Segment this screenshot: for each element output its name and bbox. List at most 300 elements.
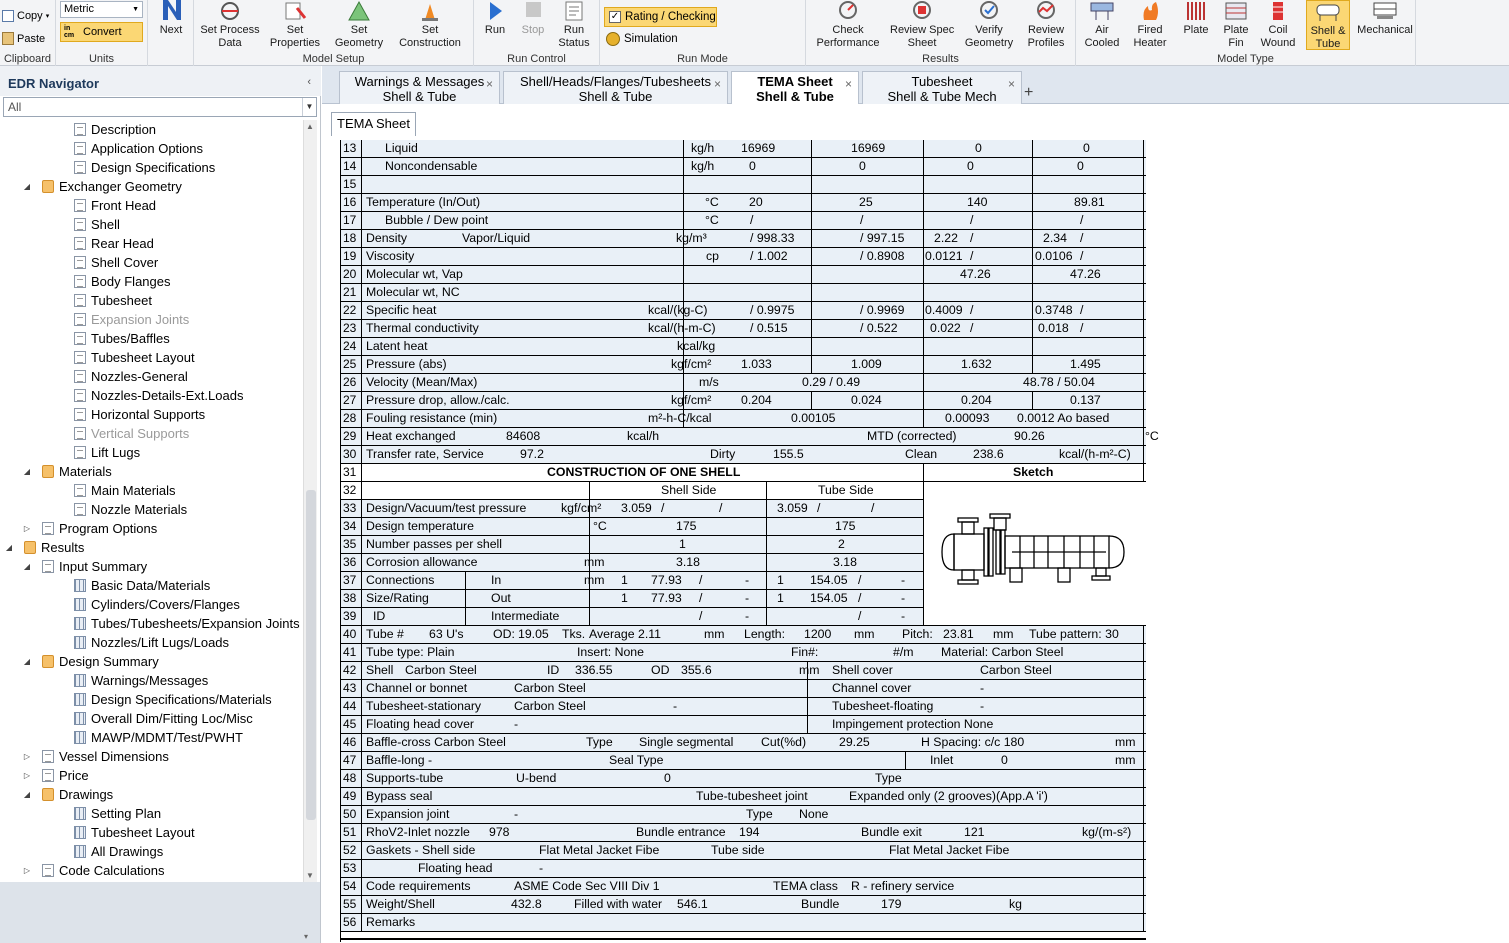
- collapse-pane-icon[interactable]: ‹: [307, 76, 311, 88]
- row-number: 37: [341, 572, 362, 590]
- tema-cell: 2.22: [934, 231, 958, 245]
- tema-cell: kg: [1009, 897, 1022, 911]
- nav-item-label: Horizontal Supports: [91, 407, 206, 422]
- tema-cell: 47.26: [1070, 267, 1101, 281]
- row-number: 29: [341, 428, 362, 446]
- nav-item-application-options[interactable]: [2, 139, 302, 158]
- close-icon[interactable]: ×: [1007, 77, 1015, 91]
- row-number: 30: [341, 446, 362, 464]
- nav-item-cylinders-covers-flanges[interactable]: [2, 595, 302, 614]
- close-icon[interactable]: ×: [485, 77, 493, 91]
- tema-cell: Tube Side: [818, 483, 874, 497]
- expanded-arrow-icon[interactable]: ◢: [23, 182, 31, 191]
- tema-row-17: [341, 212, 1146, 230]
- nav-item-horizontal-supports[interactable]: [2, 405, 302, 424]
- tema-cell: Tube side: [711, 843, 765, 857]
- nav-item-label: Nozzles-Details-Ext.Loads: [91, 388, 244, 403]
- tema-row-30: [341, 446, 1146, 464]
- column-divider: [811, 302, 812, 320]
- tema-cell: Channel cover: [832, 681, 912, 695]
- column-divider: [923, 248, 924, 266]
- plate-button[interactable]: Plate: [1176, 0, 1216, 37]
- document-icon: [74, 237, 86, 250]
- document-icon: [74, 370, 86, 383]
- tema-cell: 0.204: [741, 393, 772, 407]
- sheet-tab-tema[interactable]: TEMA Sheet: [331, 112, 416, 136]
- tema-cell: kg/h: [691, 141, 715, 155]
- tema-cell: Design/Vacuum/test pressure: [366, 501, 527, 515]
- set-process-data-button[interactable]: Set Process Data: [200, 0, 260, 50]
- row-number: 35: [341, 536, 362, 554]
- column-divider: [811, 212, 812, 230]
- tema-cell: Heat exchanged: [366, 429, 456, 443]
- chevron-down-icon: ▼: [302, 98, 316, 116]
- column-divider: [807, 716, 808, 734]
- column-divider: [1143, 914, 1144, 932]
- nav-item-rear-head[interactable]: [2, 234, 302, 253]
- tema-cell: Remarks: [366, 915, 416, 929]
- tema-cell: 19.05: [518, 627, 549, 641]
- column-divider: [905, 752, 906, 770]
- units-select[interactable]: Metric ▼: [60, 1, 143, 18]
- tema-row-28: [341, 410, 1146, 428]
- expanded-arrow-icon[interactable]: ◢: [23, 467, 31, 476]
- verify-geometry-button[interactable]: Verify Geometry: [960, 0, 1018, 50]
- document-icon: [74, 199, 86, 212]
- tema-cell: Carbon Steel: [405, 663, 477, 677]
- nav-item-label: Vessel Dimensions: [59, 749, 169, 764]
- check-performance-button[interactable]: Check Performance: [812, 0, 884, 50]
- tema-row-14: [341, 158, 1146, 176]
- tema-cell: 0.018: [1038, 321, 1069, 335]
- expanded-arrow-icon[interactable]: ◢: [23, 790, 31, 799]
- tema-row-54: [341, 878, 1146, 896]
- nav-item-exchanger-geometry[interactable]: [2, 177, 302, 196]
- tema-cell: / 0.522: [860, 321, 898, 335]
- nav-item-nozzles-details-ext-loads[interactable]: [2, 386, 302, 405]
- tema-cell: U-bend: [516, 771, 557, 785]
- column-divider: [1143, 212, 1144, 230]
- tema-cell: mm: [799, 663, 820, 677]
- tema-cell: /: [970, 249, 974, 263]
- tema-cell: Length:: [744, 627, 786, 641]
- row-number: 38: [341, 590, 362, 608]
- nav-item-main-materials[interactable]: [2, 481, 302, 500]
- row-number: 32: [341, 482, 362, 500]
- scroll-down-icon[interactable]: ▼: [306, 871, 314, 880]
- run-mode-group: [600, 0, 806, 66]
- document-icon: [74, 332, 86, 345]
- table-icon: [74, 826, 86, 839]
- column-divider: [683, 140, 684, 158]
- nav-item-nozzles-lift-lugs-loads[interactable]: [2, 633, 302, 652]
- tema-cell: Bundle: [801, 897, 840, 911]
- column-divider: [766, 590, 767, 608]
- table-icon: [74, 731, 86, 744]
- document-tabs: [322, 66, 1509, 104]
- column-divider: [683, 284, 684, 302]
- column-divider: [1032, 320, 1033, 338]
- nav-item-price[interactable]: [2, 766, 302, 785]
- simulation-option[interactable]: Simulation: [606, 30, 678, 48]
- column-divider: [923, 302, 924, 320]
- tab-warnings-messages[interactable]: Warnings & Messages Shell & Tube ×: [339, 71, 500, 104]
- tema-row-26: [341, 374, 1146, 392]
- column-divider: [923, 230, 924, 248]
- nav-item-description[interactable]: [2, 120, 302, 139]
- tema-row-13: [341, 140, 1146, 158]
- column-divider: [811, 338, 812, 356]
- column-divider: [1032, 140, 1033, 158]
- next-button[interactable]: Next: [155, 0, 187, 37]
- nav-item-tubes-tubesheets-expansion-joints[interactable]: [2, 614, 302, 633]
- tema-cell: 1200: [804, 627, 832, 641]
- row-number: 22: [341, 302, 362, 320]
- tema-cell: Supports-tube: [366, 771, 444, 785]
- results-label: Results: [922, 53, 959, 65]
- tema-cell: °C: [705, 213, 719, 227]
- column-divider: [923, 176, 924, 194]
- tema-cell: Pressure drop, allow./calc.: [366, 393, 510, 407]
- tema-cell: 1.632: [961, 357, 992, 371]
- column-divider: [1032, 356, 1033, 374]
- column-divider: [1143, 320, 1144, 338]
- column-divider: [1143, 374, 1144, 392]
- nav-item-shell[interactable]: [2, 215, 302, 234]
- review-spec-sheet-button[interactable]: Review Spec Sheet: [890, 0, 954, 50]
- tema-cell: 20: [749, 195, 763, 209]
- tema-cell: /: [858, 573, 862, 587]
- review-profiles-button[interactable]: Review Profiles: [1022, 0, 1070, 50]
- nav-item-nozzle-materials[interactable]: [2, 500, 302, 519]
- tema-cell: cp: [706, 249, 719, 263]
- tema-cell: Vapor/Liquid: [462, 231, 531, 245]
- nav-item-all-drawings[interactable]: [2, 842, 302, 861]
- tema-cell: /: [661, 501, 665, 515]
- coil-wound-button[interactable]: Coil Wound: [1258, 0, 1298, 50]
- nav-item-code-calculations[interactable]: [2, 861, 302, 880]
- tab-tubesheet[interactable]: Tubesheet Shell & Tube Mech ×: [862, 71, 1022, 104]
- tema-cell: Latent heat: [366, 339, 428, 353]
- tema-row-15: [341, 176, 1146, 194]
- nav-item-design-specifications-materials[interactable]: [2, 690, 302, 709]
- navigator-scrollbar[interactable]: [303, 120, 317, 882]
- column-divider: [811, 230, 812, 248]
- tema-cell: mm: [584, 573, 605, 587]
- tema-cell: Type: [586, 735, 613, 749]
- tema-cell: -: [745, 573, 750, 587]
- column-divider: [589, 608, 590, 626]
- column-divider: [923, 194, 924, 212]
- clipboard-group: [0, 0, 56, 66]
- column-divider: [1143, 338, 1144, 356]
- tema-cell: kgf/cm²: [671, 393, 712, 407]
- stop-button[interactable]: Stop: [518, 0, 548, 37]
- tema-cell: -: [980, 699, 985, 713]
- units-label: Units: [88, 53, 115, 65]
- column-divider: [1143, 140, 1144, 158]
- row-number: 18: [341, 230, 362, 248]
- column-divider: [589, 536, 590, 554]
- tema-cell: 3.059: [621, 501, 652, 515]
- fired-heater-button[interactable]: Fired Heater: [1128, 0, 1172, 50]
- nav-item-label: Tubes/Baffles: [91, 331, 170, 346]
- nav-item-front-head[interactable]: [2, 196, 302, 215]
- panel-scroll-down-icon[interactable]: ▾: [303, 932, 308, 941]
- tema-cell: 0: [967, 159, 974, 173]
- nav-item-drawings[interactable]: [2, 785, 302, 804]
- tema-cell: RhoV2-Inlet nozzle: [366, 825, 470, 839]
- tema-cell: Noncondensable: [385, 159, 478, 173]
- column-divider: [683, 266, 684, 284]
- collapsed-arrow-icon[interactable]: ▷: [23, 524, 31, 533]
- air-cooled-button[interactable]: Air Cooled: [1080, 0, 1124, 50]
- tema-cell: Bundle entrance: [636, 825, 726, 839]
- new-tab-icon[interactable]: +: [1024, 84, 1034, 101]
- nav-item-setting-plan[interactable]: [2, 804, 302, 823]
- tema-cell: kg/m³: [676, 231, 707, 245]
- row-number: 40: [341, 626, 362, 644]
- tema-cell: /: [750, 213, 754, 227]
- folder-icon: [42, 180, 54, 193]
- tema-row-18: [341, 230, 1146, 248]
- nav-item-mawp-mdmt-test-pwht[interactable]: [2, 728, 302, 747]
- tema-cell: 16969: [851, 141, 886, 155]
- nav-item-label: Materials: [59, 464, 112, 479]
- expanded-arrow-icon[interactable]: ◢: [5, 543, 13, 552]
- tema-cell: CONSTRUCTION OF ONE SHELL: [547, 465, 741, 479]
- tema-row-46: [341, 734, 1146, 752]
- folder-icon: [42, 465, 54, 478]
- tema-row-45: [341, 716, 1146, 734]
- document-icon: [74, 427, 86, 440]
- scrollbar-thumb[interactable]: [306, 490, 316, 820]
- document-icon: [74, 446, 86, 459]
- tema-sheet-view: [322, 104, 1509, 943]
- tema-row-40: [341, 626, 1146, 644]
- tema-cell: -: [514, 807, 519, 821]
- column-divider: [1143, 158, 1144, 176]
- model-setup-group: [194, 0, 474, 66]
- tema-cell: / 1.002: [750, 249, 788, 263]
- nav-item-shell-cover[interactable]: [2, 253, 302, 272]
- column-divider: [1143, 392, 1144, 410]
- column-divider: [1143, 464, 1144, 482]
- tema-cell: Single segmental: [639, 735, 734, 749]
- plate-fin-button[interactable]: Plate Fin: [1216, 0, 1256, 50]
- tema-cell: 0.0106: [1035, 249, 1073, 263]
- nav-item-basic-data-materials[interactable]: [2, 576, 302, 595]
- row-number: 52: [341, 842, 362, 860]
- nav-item-label: Application Options: [91, 141, 204, 156]
- row-number: 47: [341, 752, 362, 770]
- column-divider: [683, 212, 684, 230]
- nav-item-results[interactable]: [2, 538, 302, 557]
- close-icon[interactable]: ×: [713, 77, 721, 91]
- nav-item-overall-dim-fitting-loc-misc[interactable]: [2, 709, 302, 728]
- tema-cell: TEMA class: [773, 879, 838, 893]
- nav-item-body-flanges[interactable]: [2, 272, 302, 291]
- document-icon: [74, 503, 86, 516]
- table-bottom-border: [340, 938, 1146, 940]
- rating-checking-option[interactable]: ✓ Rating / Checking: [604, 7, 717, 27]
- tema-cell: /: [1080, 213, 1084, 227]
- tema-cell: Fouling resistance (min): [366, 411, 498, 425]
- nav-item-tubesheet-layout[interactable]: [2, 823, 302, 842]
- tema-row-49: [341, 788, 1146, 806]
- nav-item-vertical-supports[interactable]: [2, 424, 302, 443]
- document-icon: [42, 750, 54, 763]
- tema-cell: Number passes per shell: [366, 537, 503, 551]
- nav-item-label: MAWP/MDMT/Test/PWHT: [91, 730, 243, 745]
- tab-tema-sheet[interactable]: TEMA Sheet Shell & Tube ×: [731, 71, 859, 105]
- tema-cell: mm: [704, 627, 725, 641]
- close-icon[interactable]: ×: [844, 77, 852, 91]
- shell-tube-button[interactable]: Shell & Tube: [1306, 0, 1350, 50]
- column-divider: [923, 284, 924, 302]
- tema-cell: -: [980, 681, 985, 695]
- nav-item-tubes-baffles[interactable]: [2, 329, 302, 348]
- document-icon: [74, 408, 86, 421]
- tema-cell: 84608: [506, 429, 541, 443]
- tema-cell: R - refinery service: [851, 879, 955, 893]
- row-number: 44: [341, 698, 362, 716]
- tema-cell: Transfer rate, Service: [366, 447, 484, 461]
- collapsed-arrow-icon[interactable]: ▷: [23, 752, 31, 761]
- tab-shell-heads-flanges[interactable]: Shell/Heads/Flanges/Tubesheets Shell & Tube ×: [503, 71, 728, 104]
- column-divider: [811, 320, 812, 338]
- document-icon: [42, 864, 54, 877]
- tema-cell: -: [745, 591, 750, 605]
- tema-row-44: [341, 698, 1146, 716]
- document-icon: [42, 769, 54, 782]
- tema-row-48: [341, 770, 1146, 788]
- copy-button[interactable]: Copy ▾: [2, 10, 49, 22]
- tema-cell: 47.26: [960, 267, 991, 281]
- table-icon: [74, 712, 86, 725]
- nav-item-tubesheet[interactable]: [2, 291, 302, 310]
- tema-cell: Floating head cover: [366, 717, 475, 731]
- tema-cell: Flat Metal Jacket Fibe: [889, 843, 1010, 857]
- column-divider: [683, 158, 684, 176]
- document-icon: [74, 313, 86, 326]
- folder-icon: [42, 655, 54, 668]
- nav-item-warnings-messages[interactable]: [2, 671, 302, 690]
- tema-cell: 154.05: [810, 573, 848, 587]
- play-icon: [481, 0, 509, 22]
- tema-cell: 29.25: [839, 735, 870, 749]
- tema-cell: kgf/cm²: [561, 501, 602, 515]
- tema-cell: -: [901, 591, 906, 605]
- tema-cell: 3.059: [777, 501, 808, 515]
- nav-item-tubesheet-layout[interactable]: [2, 348, 302, 367]
- convert-button[interactable]: in cm Convert: [60, 22, 143, 42]
- run-mode-label: Run Mode: [677, 53, 728, 65]
- profiles-icon: [1032, 0, 1060, 22]
- nav-item-lift-lugs[interactable]: [2, 443, 302, 462]
- set-construction-button[interactable]: Set Construction: [394, 0, 466, 50]
- row-number: 55: [341, 896, 362, 914]
- ribbon: [0, 0, 1509, 66]
- collapsed-arrow-icon[interactable]: ▷: [23, 771, 31, 780]
- tema-row-43: [341, 680, 1146, 698]
- column-divider: [1143, 770, 1144, 788]
- set-geometry-button[interactable]: Set Geometry: [330, 0, 388, 50]
- column-divider: [1143, 410, 1144, 428]
- nav-item-expansion-joints[interactable]: [2, 310, 302, 329]
- tema-cell: 0.00093: [945, 411, 990, 425]
- nav-item-program-options[interactable]: [2, 519, 302, 538]
- tema-cell: Bundle exit: [861, 825, 922, 839]
- row-number: 25: [341, 356, 362, 374]
- tema-cell: 77.93: [651, 591, 682, 605]
- column-divider: [1143, 284, 1144, 302]
- tema-cell: Design temperature: [366, 519, 474, 533]
- set-properties-button[interactable]: Set Properties: [266, 0, 324, 50]
- expanded-arrow-icon[interactable]: ◢: [23, 657, 31, 666]
- chevron-down-icon: ▼: [132, 6, 139, 13]
- nav-item-vessel-dimensions[interactable]: [2, 747, 302, 766]
- nav-item-materials[interactable]: [2, 462, 302, 481]
- run-button[interactable]: Run: [480, 0, 510, 37]
- run-status-button[interactable]: Run Status: [556, 0, 592, 50]
- column-divider: [1143, 734, 1144, 752]
- column-divider: [589, 482, 590, 500]
- next-group: [148, 0, 194, 66]
- column-divider: [1143, 698, 1144, 716]
- tema-cell: Expanded only (2 grooves)(App.A 'i'): [849, 789, 1048, 803]
- nav-item-label: Input Summary: [59, 559, 148, 574]
- column-divider: [923, 374, 924, 392]
- scroll-up-icon[interactable]: ▲: [306, 122, 314, 131]
- tema-cell: 0.4009: [925, 303, 963, 317]
- tema-cell: Intermediate: [491, 609, 560, 623]
- tema-cell: 25: [859, 195, 873, 209]
- column-divider: [589, 590, 590, 608]
- column-divider: [1032, 392, 1033, 410]
- row-number: 51: [341, 824, 362, 842]
- column-divider: [766, 536, 767, 554]
- document-icon: [74, 275, 86, 288]
- tema-cell: Temperature (In/Out): [366, 195, 481, 209]
- row-number: 42: [341, 662, 362, 680]
- expanded-arrow-icon[interactable]: ◢: [23, 562, 31, 571]
- nav-item-input-summary[interactable]: [2, 557, 302, 576]
- tema-row-53: [341, 860, 1146, 878]
- nav-item-nozzles-general[interactable]: [2, 367, 302, 386]
- tema-row-31: [341, 464, 1146, 482]
- verify-geometry-icon: [975, 0, 1003, 22]
- column-divider: [1143, 266, 1144, 284]
- column-divider: [766, 500, 767, 518]
- navigator-filter-select[interactable]: All ▼: [3, 97, 317, 117]
- tema-cell: Dirty: [710, 447, 736, 461]
- nav-item-design-summary[interactable]: [2, 652, 302, 671]
- tema-cell: Cut(%d): [761, 735, 807, 749]
- tema-row-29: [341, 428, 1159, 446]
- tema-cell: Fin#:: [791, 645, 819, 659]
- column-divider: [811, 176, 812, 194]
- nav-item-design-specifications[interactable]: [2, 158, 302, 177]
- nav-item-label: Body Flanges: [91, 274, 171, 289]
- tema-cell: / 998.33: [750, 231, 795, 245]
- column-divider: [811, 194, 812, 212]
- mechanical-button[interactable]: Mechanical: [1356, 0, 1414, 37]
- tema-row-56: [341, 914, 1146, 932]
- paste-button[interactable]: Paste: [2, 32, 45, 45]
- collapsed-arrow-icon[interactable]: ▷: [23, 866, 31, 875]
- column-divider: [1143, 230, 1144, 248]
